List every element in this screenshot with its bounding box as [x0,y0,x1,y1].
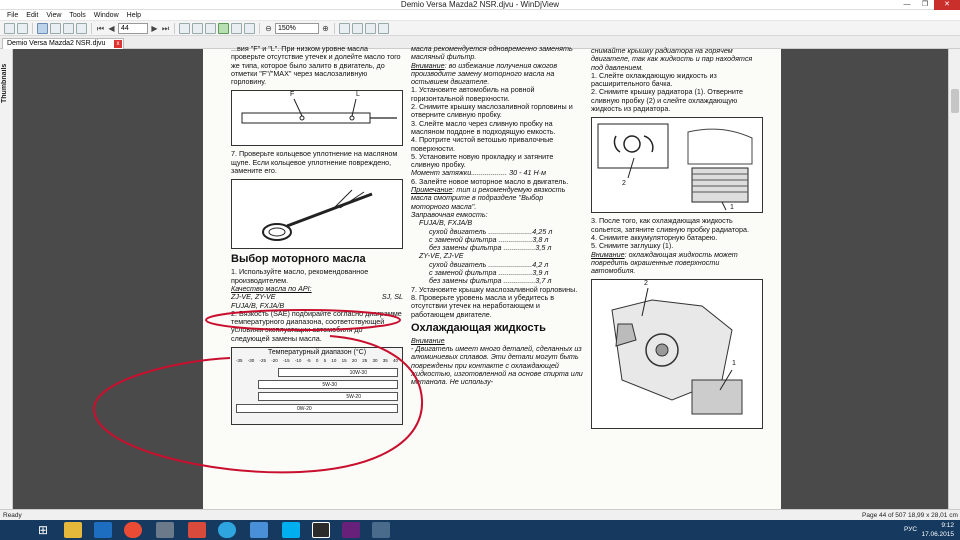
print-icon[interactable] [17,23,28,34]
radiator-figure [591,117,763,213]
col2-note-text: : во избежание получения ожогов производите замену моторного масла на остывшем двигателе. [411,60,558,87]
temperature-tick: 30 [372,358,378,364]
temperature-tick: -25 [259,358,267,364]
next-page-icon[interactable]: ▶ [151,23,158,33]
zoom-tool-icon[interactable] [63,23,74,34]
scrollbar-thumb[interactable] [951,89,959,113]
temperature-chart [231,347,403,425]
col3-top-text: снимайте крышку радиатора на горячем двигателе, так как жидкость и пар находятся под давлением. [591,46,753,72]
status-page: Page 44 of 507 [862,512,907,519]
continuous-icon[interactable] [192,23,203,34]
fig1-label-l: L [356,91,360,99]
window-title: Demio Versa Mazda2 NSR.djvu - WinDjView [400,0,560,9]
skype-icon[interactable] [218,522,236,538]
cap-without-2: без замены фильтра ................3,7 л [429,276,552,286]
select-tool-icon[interactable] [50,23,61,34]
col2-step6: 6. Залейте новое моторное масло в двигатель. [411,176,569,186]
last-page-icon[interactable]: ⏭ [161,23,170,33]
temperature-tick: -10 [294,358,302,364]
menu-help[interactable]: Help [126,12,142,19]
rotate-left-icon[interactable] [339,23,350,34]
toolbar [0,21,960,36]
fit-page-icon[interactable] [231,23,242,34]
col1-item1: 1. Используйте масло, рекомендованное производителем. [231,267,369,285]
col1-top-text: ...вия "F" и "L". При низком уровне масла проверьте отсутствие утечек и долейте масло того же типа, которое было залито в двигатель, до отметки "F"/"MAX" через маслозаливную горловину. [231,44,401,87]
find-icon[interactable] [365,23,376,34]
col2-note2-label: Примечание [411,185,453,195]
fit-width-icon[interactable] [218,23,229,34]
facing-icon[interactable] [205,23,216,34]
cap-group-1: FUJA/B, FXJA/B [419,218,473,228]
minimize-button[interactable]: — [903,1,911,8]
toolbar-separator [91,23,92,34]
grade-bar-4: 0W-20 [236,404,398,413]
capacity-table [411,219,583,285]
cap-with-2: с заменой фильтра .................3,9 л [429,268,549,278]
page-column-2 [411,44,583,387]
windows-icon[interactable] [250,522,268,538]
radiator-fig-label-2: 2 [622,180,626,188]
file-manager-icon[interactable] [156,522,174,538]
tab-document[interactable] [2,38,124,49]
temperature-tick: 5 [323,358,327,364]
window-controls [898,0,960,10]
hand-tool-icon[interactable] [37,23,48,34]
toolbar-separator [32,23,33,34]
prev-page-icon[interactable]: ◀ [108,23,115,33]
grade-bar-2: 5W-30 [258,380,398,389]
oil-quality-engine-1: ZJ-VE, ZY-VE [231,292,276,302]
col2-capacity-label: Заправочная емкость: [411,209,488,219]
temperature-tick: 15 [341,358,347,364]
toolbar-separator [174,23,175,34]
temperature-tick: -30 [247,358,255,364]
windows-start-icon[interactable]: ⊞ [34,522,52,538]
temperature-tick: 20 [351,358,357,364]
viscosity-bars [232,364,402,420]
chrome-icon[interactable] [124,522,142,538]
temperature-tick: -35 [236,358,243,364]
toolbar-separator [334,23,335,34]
dipstick-drawing [232,91,404,147]
grade-bar-1: 10W-30 [278,368,398,377]
menu-file[interactable]: File [7,12,19,19]
clock-time: 9:12 [941,522,954,529]
file-explorer-icon[interactable] [64,522,82,538]
col2-heading: Охлаждающая жидкость [411,321,546,334]
col1-item7: 7. Проверьте кольцевое уплотнение на масляном щупе. Если кольцевое уплотнение повреждено, замените его. [231,149,398,176]
temperature-tick: 25 [362,358,368,364]
taskbar [0,520,960,540]
page-number-input[interactable]: 44 [118,23,148,34]
engine-drawing [592,280,764,430]
visual-studio-icon[interactable] [342,522,360,538]
thumbnails-tab[interactable]: Thumbnails [1,63,8,103]
col1-heading: Выбор моторного масла [231,253,366,266]
temperature-tick: 10 [331,358,337,364]
col2-top-text: масла рекомендуется одновременно заменять масляный фильтр. [411,44,573,62]
vertical-scrollbar[interactable] [948,49,960,509]
7zip-icon[interactable] [312,522,330,538]
col3-note-text: : охлаждающая жидкость может повредить окрашенные поверхности автомобиля. [591,249,738,276]
video-icon[interactable] [188,522,206,538]
col1-item2: 2. Вязкость (SAE) подбирайте согласно диаграмме температурного диапазона, соответствующей условиям эксплуатации автомобиля до следующей замены масла. [231,308,402,343]
system-clock[interactable] [921,521,954,539]
page-column-1 [231,44,403,425]
zoom-out-icon[interactable]: ⊖ [265,23,272,33]
tab-label: Demio Versa Mazda2 NSR.djvu [7,40,106,47]
menu-view[interactable]: View [46,12,62,19]
col2-torque: Момент затяжки.................. 30 - 41 Н·м [411,168,547,178]
cap-with-1: с заменой фильтра .................3,8 л [429,234,549,244]
menu-bar [0,10,960,21]
keyboard-language[interactable]: РУС [904,526,918,533]
col2-step8: 8. Проверьте уровень масла и убедитесь в отсутствии утечек на неработающем и работающем двигателе. [411,292,555,319]
engine-fig-label-2: 2 [644,280,648,288]
col2-note3-text: - Двигатель имеет много деталей, сделанных из алюминиевых сплавов. Эти детали могут быть повреждены при контакте с охлаждающей жидкостью, изготовленной на основе спирта или метанола. Не использу- [411,344,583,387]
skype2-icon[interactable] [282,522,300,538]
cap-group-2: ZY-VE, ZJ-VE [419,251,464,261]
temperature-tick: -15 [283,358,290,364]
temperature-tick: 40 [392,358,398,364]
title-bar [0,0,960,10]
radiator-fig-label-1: 1 [730,204,734,212]
col2-step7: 7. Установите крышку маслозаливной горловины. [411,284,578,294]
status-bar [0,509,960,520]
temperature-chart-title: Температурный диапазон (°C) [267,349,367,357]
rotate-right-icon[interactable] [352,23,363,34]
zoom-rect-icon[interactable] [76,23,87,34]
maximize-button[interactable]: ❐ [921,1,929,8]
outlook-icon[interactable] [94,522,112,538]
zoom-in-icon[interactable]: ⊕ [322,23,329,33]
actual-size-icon[interactable] [244,23,255,34]
single-page-icon[interactable] [179,23,190,34]
cap-without-1: без замены фильтра ................3,5 л [429,243,552,253]
col2-note-label: Внимание [411,60,445,70]
cap-dry-2: сухой двигатель ......................4,2 л [429,259,549,269]
tab-close-icon[interactable]: x [114,40,122,48]
menu-edit[interactable]: Edit [26,12,39,19]
toolbar-separator [259,23,260,34]
settings-icon[interactable] [378,23,389,34]
col3-steps2: 3. После того, как охлаждающая жидкость сольется, затяните сливную пробку радиатора. 4. Снимите аккумуляторную батарею. 5. Снимите заглушку (1). [591,216,750,251]
temperature-tick: 0 [315,358,319,364]
menu-tools[interactable]: Tools [69,12,86,19]
oring-drawing [232,180,404,250]
app-icon[interactable] [372,522,390,538]
radiator-drawing [592,118,764,214]
page-column-3 [591,46,763,429]
status-text: Ready [3,512,22,519]
oil-quality-value-1: SJ, SL [381,292,403,302]
engine-fig-label-1: 1 [732,360,736,368]
col3-steps: 1. Слейте охлаждающую жидкость из расширительного бачка. 2. Снимите крышку радиатора (1). Отверните сливную пробку (2) и слейте охлаждающую жидкость из радиатора. [591,70,744,114]
sidebar [0,49,13,509]
first-page-icon[interactable]: ⏮ [96,23,105,33]
zoom-select[interactable]: 150% [275,23,319,34]
oil-quality-label: Качество масла по API: [231,283,312,293]
temperature-tick: -20 [271,358,278,364]
dipstick-figure [231,90,403,146]
menu-window[interactable]: Window [93,12,119,19]
clock-date: 17.06.2015 [921,531,954,538]
status-size: 18,99 x 28,01 cm [908,512,958,519]
engine-figure [591,279,763,429]
close-button[interactable]: ✕ [934,0,960,10]
temperature-tick: 35 [382,358,388,364]
col2-note3-label: Внимание [411,335,445,345]
temperature-tick: -5 [306,358,311,364]
col3-note-label: Внимание [591,249,625,259]
fig1-label-f: F [290,91,295,99]
document-page [203,44,781,509]
oil-quality-engine-2: FUJA/B, FXJA/B [231,300,285,310]
oring-figure [231,179,403,249]
col2-note2-text: : тип и рекомендуемую вязкость масла смотрите в подразделе "Выбор моторного масла". [411,185,566,211]
cap-dry-1: сухой двигатель ......................4,25 л [429,226,553,236]
open-icon[interactable] [4,23,15,34]
grade-bar-3: 5W-20 [258,392,398,401]
col2-steps: 1. Установите автомобиль на ровной горизонтальной поверхности. 2. Снимите крышку маслозаливной горловины и отверните сливную пробку. 3. Слейте масло через сливную пробку на масляном поддоне в подходящую емкость. 4. Протрите чистой ветошью привалочные поверхности. 5. Установите новую прокладку и затяните сливную пробку. [411,85,573,170]
document-viewer[interactable] [13,44,948,509]
